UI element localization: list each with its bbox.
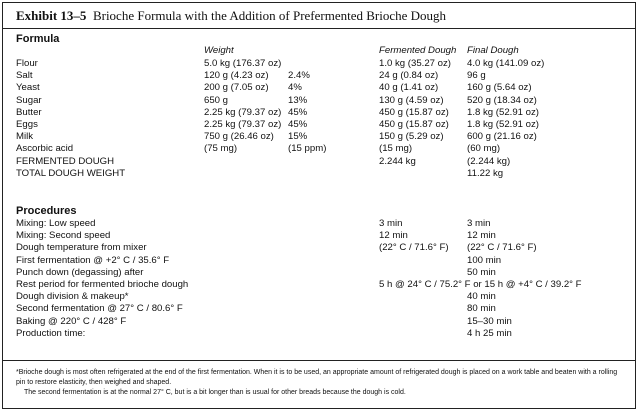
formula-item-cell: Butter <box>16 106 42 118</box>
formula-fermented-dough-cell: 450 g (15.87 oz) <box>379 119 449 130</box>
formula-weight-cell: 2.25 kg (79.37 oz) <box>204 119 282 130</box>
procedure-final-dough-cell: 15–30 min <box>467 315 512 327</box>
formula-row <box>0 143 640 155</box>
procedure-row <box>0 242 640 254</box>
formula-item-cell: Salt <box>16 70 33 82</box>
formula-percent-cell: (15 ppm) <box>288 143 327 155</box>
formula-final-dough-cell: (2.244 kg) <box>467 155 511 167</box>
formula-final-dough-cell: 160 g (5.64 oz) <box>467 82 532 94</box>
formula-row <box>0 168 640 180</box>
formula-row <box>0 119 640 131</box>
exhibit-title <box>16 8 446 24</box>
procedure-fermented-dough-cell: (22° C / 71.6° F) <box>379 242 449 254</box>
procedure-row <box>0 316 640 328</box>
procedure-row <box>0 303 640 315</box>
formula-final-dough-cell: 1.8 kg (52.91 oz) <box>467 106 539 118</box>
procedure-item-cell: Dough temperature from mixer <box>16 242 147 254</box>
formula-item-cell: Eggs <box>16 119 38 130</box>
formula-percent-cell: 4% <box>288 82 302 94</box>
formula-item-cell: Flour <box>16 58 38 69</box>
procedure-final-dough-cell: 3 min <box>467 218 491 229</box>
procedure-item-cell: Mixing: Low speed <box>16 218 96 229</box>
procedure-item-cell: Production time: <box>16 327 86 339</box>
formula-row <box>0 95 640 107</box>
footnote-rule <box>2 360 636 361</box>
formula-fermented-dough-cell: (15 mg) <box>379 143 413 155</box>
formula-weight-cell: 200 g (7.05 oz) <box>204 82 269 94</box>
formula-final-dough-cell: 4.0 kg (141.09 oz) <box>467 58 545 69</box>
procedure-final-dough-cell: 100 min <box>467 254 502 266</box>
formula-item-cell: Milk <box>16 131 34 143</box>
formula-percent-cell: 2.4% <box>288 70 310 82</box>
formula-fermented-dough-cell: 130 g (4.59 oz) <box>379 94 444 106</box>
procedure-row <box>0 267 640 279</box>
formula-row <box>0 58 640 70</box>
formula-row <box>0 70 640 82</box>
footnote-second-fermentation: The second fermentation is at the normal 27° C, but is a bit longer than is usual for other breads because the dough is cold. <box>24 389 406 396</box>
procedure-final-dough-cell: 40 min <box>467 291 496 303</box>
formula-percent-cell: 45% <box>288 106 308 118</box>
formula-item-cell: Sugar <box>16 94 42 106</box>
formula-percent-cell: 45% <box>288 119 308 130</box>
final-column-header: Final Dough <box>467 45 519 56</box>
formula-final-dough-cell: 11.22 kg <box>467 167 504 179</box>
procedure-item-cell: Rest period for fermented brioche dough <box>16 279 189 290</box>
formula-final-dough-cell: 520 g (18.34 oz) <box>467 94 537 106</box>
procedure-row <box>0 328 640 340</box>
procedure-row <box>0 218 640 230</box>
formula-final-dough-cell: 1.8 kg (52.91 oz) <box>467 119 539 130</box>
formula-percent-cell: 15% <box>288 131 308 143</box>
procedure-item-cell: Punch down (degassing) after <box>16 266 144 278</box>
formula-final-dough-cell: 600 g (21.16 oz) <box>467 131 537 143</box>
formula-row <box>0 156 640 168</box>
formula-row <box>0 107 640 119</box>
formula-weight-cell: 750 g (26.46 oz) <box>204 131 274 143</box>
formula-fermented-dough-cell: 2.244 kg <box>379 155 416 167</box>
formula-item-cell: Yeast <box>16 82 40 94</box>
procedure-final-dough-cell: 80 min <box>467 303 496 315</box>
formula-column-header <box>0 45 640 57</box>
procedure-item-cell: First fermentation @ +2° C / 35.6° F <box>16 254 170 266</box>
procedure-item-cell: Baking @ 220° C / 428° F <box>16 315 127 327</box>
procedure-row <box>0 255 640 267</box>
title-rule <box>2 28 636 29</box>
formula-item-cell: TOTAL DOUGH WEIGHT <box>16 167 126 179</box>
formula-final-dough-cell: 96 g <box>467 70 486 82</box>
formula-percent-cell: 13% <box>288 94 308 106</box>
formula-final-dough-cell: (60 mg) <box>467 143 501 155</box>
formula-item-cell: FERMENTED DOUGH <box>16 155 115 167</box>
procedure-final-dough-cell: 50 min <box>467 266 496 278</box>
formula-weight-cell: (75 mg) <box>204 143 238 155</box>
formula-heading: Formula <box>16 33 60 45</box>
procedure-fermented-dough-cell: 12 min <box>379 230 408 242</box>
formula-fermented-dough-cell: 1.0 kg (35.27 oz) <box>379 58 451 69</box>
formula-row <box>0 131 640 143</box>
formula-fermented-dough-cell: 150 g (5.29 oz) <box>379 131 444 143</box>
formula-item-cell: Ascorbic acid <box>16 143 74 155</box>
procedure-final-dough-cell: (22° C / 71.6° F) <box>467 242 537 254</box>
procedure-item-cell: Second fermentation @ 27° C / 80.6° F <box>16 303 183 315</box>
weight-column-header: Weight <box>204 45 234 56</box>
procedure-final-dough-cell: 12 min <box>467 230 496 242</box>
formula-weight-cell: 2.25 kg (79.37 oz) <box>204 106 282 118</box>
procedure-item-cell: Dough division & makeup* <box>16 291 129 303</box>
formula-fermented-dough-cell: 24 g (0.84 oz) <box>379 70 439 82</box>
procedures-heading: Procedures <box>16 205 77 217</box>
formula-weight-cell: 5.0 kg (176.37 oz) <box>204 58 282 69</box>
procedure-row <box>0 230 640 242</box>
procedure-fermented-dough-cell: 3 min <box>379 218 403 229</box>
procedure-fermented-dough-cell: 5 h @ 24° C / 75.2° F or 15 h @ +4° C / 39.2° F <box>379 279 582 290</box>
footnote-makeup: *Brioche dough is most often refrigerated at the end of the first fermentation. When it is to be used, an appropriate amount of refrigerated dough is placed on a work table and beaten with a rolling pin to restore elasticity, then weighed and shaped. <box>16 369 618 386</box>
fermented-column-header: Fermented Dough <box>379 45 457 56</box>
procedure-row <box>0 279 640 291</box>
procedure-final-dough-cell: 4 h 25 min <box>467 327 512 339</box>
formula-fermented-dough-cell: 450 g (15.87 oz) <box>379 106 449 118</box>
formula-row <box>0 82 640 94</box>
formula-weight-cell: 120 g (4.23 oz) <box>204 70 269 82</box>
formula-fermented-dough-cell: 40 g (1.41 oz) <box>379 82 439 94</box>
exhibit-caption: Brioche Formula with the Addition of Prefermented Brioche Dough <box>92 8 447 23</box>
exhibit-number: Exhibit 13–5 <box>16 8 87 23</box>
procedure-item-cell: Mixing: Second speed <box>16 230 111 242</box>
procedure-row <box>0 291 640 303</box>
formula-weight-cell: 650 g <box>204 94 229 106</box>
